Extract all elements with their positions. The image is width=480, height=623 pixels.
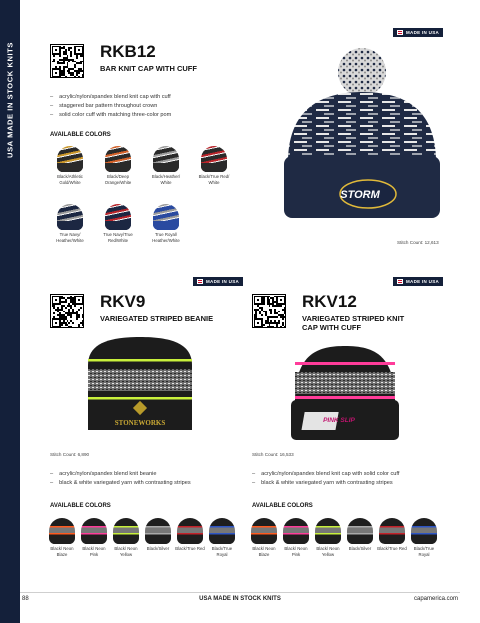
qr-code-rkv12[interactable] [252,294,286,328]
beanie-thumbnail [153,204,179,230]
svg-text:STORM: STORM [340,189,380,201]
color-swatch[interactable]: Black/ Neon Blaze [46,518,78,557]
product-name-rkv9: VARIEGATED STRIPED BEANIE [100,314,214,323]
beanie-thumbnail [145,518,171,544]
product-sku-rkb12: RKB12 [100,42,156,61]
feature-item: – staggered bar pattern throughout crown [50,102,171,111]
color-swatch[interactable]: True Navy/True Red/White [98,204,138,243]
beanie-thumbnail [81,518,107,544]
beanie-thumbnail [201,146,227,172]
pom-pom [338,48,386,96]
product-image-rkv12 [285,342,405,442]
footer-divider [20,592,460,593]
feature-list-rkb12 [50,93,171,120]
product-image-rkb12 [270,44,450,234]
stitch-count-rkb12: Stitch Count: 12,613 [397,240,439,245]
feature-item: – acrylic/nylon/spandex blend knit beanie [50,470,191,479]
feature-item: – black & white variegated yarn with contrasting stripes [252,479,399,488]
product-image-rkv9 [80,335,200,435]
beanie-thumbnail [153,146,179,172]
beanie-thumbnail [105,146,131,172]
color-swatch[interactable]: Black/ Neon Yellow [110,518,142,557]
usa-flag-icon [397,279,403,284]
feature-list-rkv9 [50,470,191,488]
beanie-thumbnail [57,146,83,172]
side-section-label: USA MADE IN STOCK KNITS [5,42,15,158]
beanie-thumbnail [347,518,373,544]
svg-text:STONEWORKS: STONEWORKS [114,419,166,427]
beanie-thumbnail [411,518,437,544]
available-colors-heading: AVAILABLE COLORS [50,132,111,138]
color-swatch[interactable]: Black/True Red/ White [194,146,234,185]
beanie-thumbnail [315,518,341,544]
footer-section-title: USA MADE IN STOCK KNITS [199,596,281,602]
feature-list-rkv12 [252,470,399,488]
made-in-usa-badge: MADE IN USA [393,277,443,286]
qr-code-rkb12[interactable] [50,44,84,78]
color-swatch[interactable]: True Navy/ Heather/White [50,204,90,243]
feature-item: – black & white variegated yarn with contrasting stripes [50,479,191,488]
product-sku-rkv12: RKV12 [302,292,357,311]
color-swatch[interactable]: Black/Heather/ White [146,146,186,185]
beanie-thumbnail [251,518,277,544]
available-colors-heading: AVAILABLE COLORS [252,503,313,509]
product-name-rkv12: VARIEGATED STRIPED KNIT CAP WITH CUFF [302,314,405,332]
color-swatch[interactable]: Black/True Red [376,518,408,552]
color-swatch[interactable]: Black/Silver [344,518,376,552]
svg-text:PINK SLIP: PINK SLIP [323,417,355,424]
product-name-rkb12: BAR KNIT CAP WITH CUFF [100,64,197,73]
side-band [0,0,20,623]
color-swatch[interactable]: Black/True Royal [206,518,238,557]
color-swatch[interactable]: Black/ Neon Blaze [248,518,280,557]
page-number: 88 [22,596,29,602]
feature-item: – acrylic/nylon/spandex blend knit cap with cuff [50,93,171,102]
color-swatch[interactable]: Black/True Red [174,518,206,552]
beanie-thumbnail [209,518,235,544]
color-swatch[interactable]: Black/Athletic Gold/White [50,146,90,185]
beanie-thumbnail [177,518,203,544]
website-link[interactable]: capamerica.com [413,596,458,602]
beanie-thumbnail [105,204,131,230]
stitch-count-rkv9: Stitch Count: 6,890 [50,452,90,457]
feature-item: – acrylic/nylon/spandex blend knit cap with solid color cuff [252,470,399,479]
color-swatch[interactable]: Black/ Neon Pink [280,518,312,557]
beanie-thumbnail [57,204,83,230]
color-swatch[interactable]: Black/ Neon Pink [78,518,110,557]
color-swatch[interactable]: Black/True Royal [408,518,440,557]
storm-logo [340,180,396,208]
color-swatch[interactable]: True Royal/ Heather/White [146,204,186,243]
qr-code-rkv9[interactable] [50,294,84,328]
usa-flag-icon [397,30,403,35]
beanie-thumbnail [113,518,139,544]
stitch-count-rkv12: Stitch Count: 16,533 [252,452,294,457]
made-in-usa-badge: MADE IN USA [393,28,443,37]
beanie-thumbnail [49,518,75,544]
usa-flag-icon [197,279,203,284]
color-swatch[interactable]: Black/Deep Orange/White [98,146,138,185]
beanie-thumbnail [283,518,309,544]
beanie-thumbnail [379,518,405,544]
color-swatch[interactable]: Black/Silver [142,518,174,552]
color-swatch[interactable]: Black/ Neon Yellow [312,518,344,557]
made-in-usa-badge: MADE IN USA [193,277,243,286]
feature-item: – solid color cuff with matching three-color pom [50,111,171,120]
available-colors-heading: AVAILABLE COLORS [50,503,111,509]
product-sku-rkv9: RKV9 [100,292,146,311]
